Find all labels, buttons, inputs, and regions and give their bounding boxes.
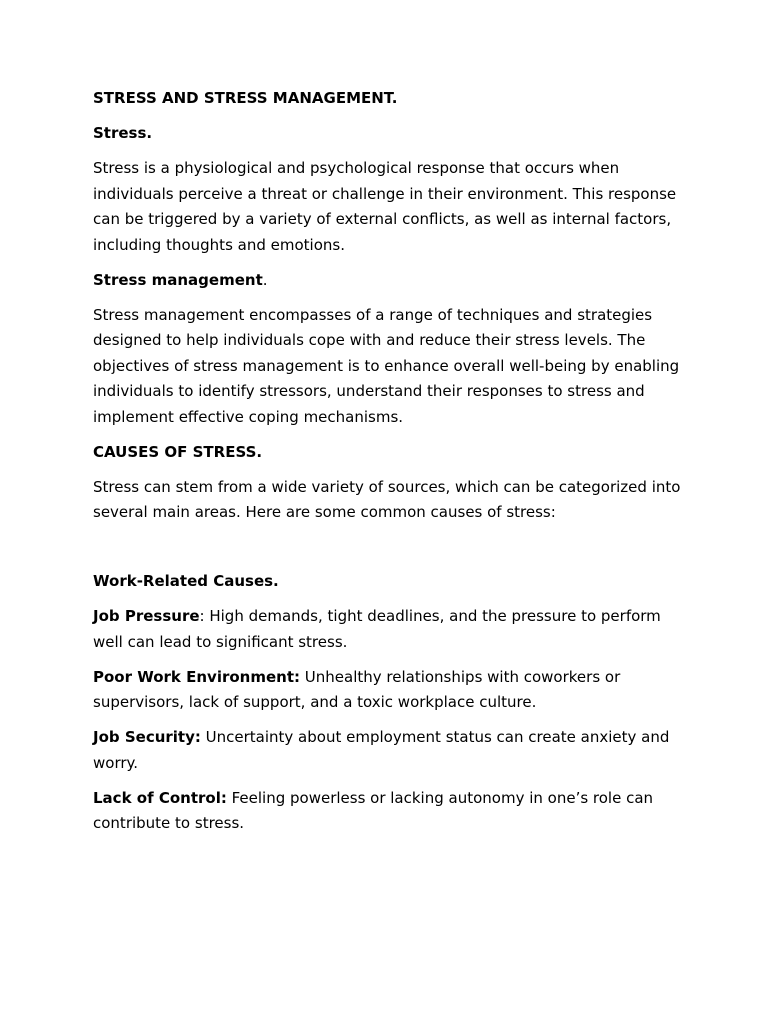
document-title: STRESS AND STRESS MANAGEMENT. [93,89,398,107]
cause-item-lack-of-control [93,786,683,837]
cause-term: Job Security: [93,728,201,746]
cause-separator: : [199,607,205,625]
causes-intro-paragraph: Stress can stem from a wide variety of sources, which can be categorized into several main areas. Here are some common causes of stress: [93,477,681,521]
cause-text: High demands, tight deadlines, and the pressure to perform well can lead to significant stress. [93,607,661,651]
cause-term: Lack of Control: [93,788,227,807]
work-related-heading: Work-Related Causes. [93,572,279,590]
paragraph-spacer [93,535,683,569]
stress-management-heading-line [93,268,683,294]
stress-heading: Stress. [93,124,153,142]
cause-item-job-security [93,725,683,776]
causes-heading: CAUSES OF STRESS. [93,442,263,461]
cause-text: Uncertainty about employment status can create anxiety and worry. [93,728,670,772]
cause-text: Feeling powerless or lacking autonomy in one’s role can contribute to stress. [93,788,654,832]
cause-term: Poor Work Environment: [93,667,301,686]
stress-management-heading: Stress management [93,270,263,289]
cause-term: Job Pressure [93,607,200,625]
document-body [93,86,683,846]
cause-item-job-pressure [93,604,683,655]
stress-paragraph: Stress is a physiological and psychological response that occurs when individuals perceive a threat or challenge in their environment. This response can be triggered by a variety of external conflicts, as well as internal factors, including thoughts and emotions. [93,159,677,254]
stress-management-heading-period: . [262,270,268,289]
stress-management-paragraph: Stress management encompasses of a range of techniques and strategies designed to help individuals cope with and reduce their stress levels. The objectives of stress management is to enhance overall well-being by enabling individuals to identify stressors, understand their responses to stress and implement effective coping mechanisms. [93,305,680,426]
cause-item-poor-work-environment [93,665,683,716]
cause-text: Unhealthy relationships with coworkers or supervisors, lack of support, and a toxic workplace culture. [93,667,621,711]
